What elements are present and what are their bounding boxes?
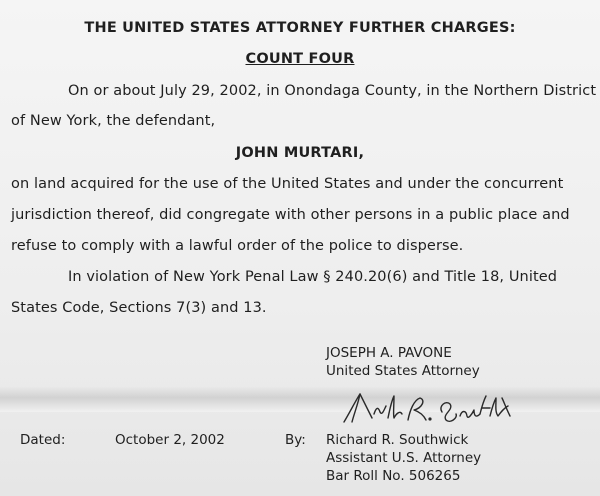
paragraph-2-line-3: refuse to comply with a lawful order of the police to disperse.	[11, 238, 464, 254]
paragraph-3-line-2: States Code, Sections 7(3) and 13.	[11, 300, 267, 316]
by-label: By:	[285, 432, 306, 448]
handwritten-signature	[330, 388, 520, 428]
defendant-name: JOHN MURTARI,	[235, 145, 365, 161]
assistant-title: Assistant U.S. Attorney	[326, 450, 482, 466]
attorney-name: JOSEPH A. PAVONE	[326, 345, 452, 361]
paragraph-2-line-2: jurisdiction thereof, did congregate with other persons in a public place and	[11, 207, 570, 223]
bar-roll-number: Bar Roll No. 506265	[326, 468, 461, 484]
paragraph-2-line-1: on land acquired for the use of the United States and under the concurrent	[11, 176, 564, 192]
paragraph-1-line-2: of New York, the defendant,	[11, 113, 216, 129]
attorney-title: United States Attorney	[326, 363, 480, 379]
assistant-name: Richard R. Southwick	[326, 432, 469, 448]
count-title: COUNT FOUR	[245, 51, 355, 67]
date-value: October 2, 2002	[115, 432, 225, 448]
paragraph-3-line-1: In violation of New York Penal Law § 240.20(6) and Title 18, United	[68, 269, 558, 285]
document-heading: THE UNITED STATES ATTORNEY FURTHER CHARGES:	[84, 20, 516, 36]
paragraph-1-line-1: On or about July 29, 2002, in Onondaga County, in the Northern District	[68, 83, 597, 99]
dated-label: Dated:	[20, 432, 66, 448]
